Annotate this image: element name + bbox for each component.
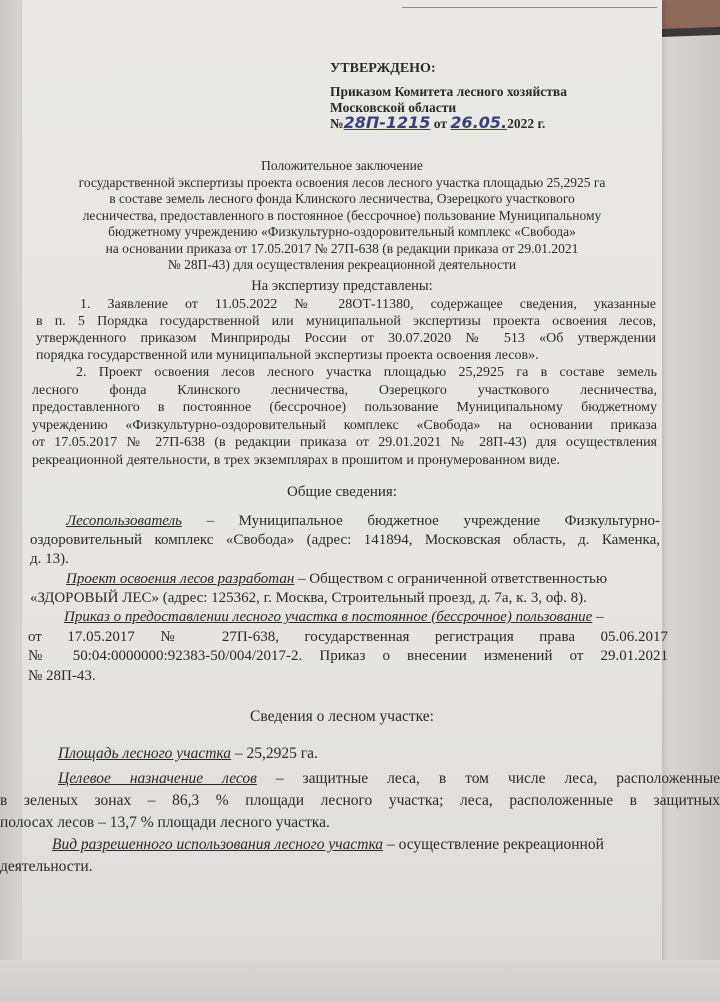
general-order: Приказ о предоставлении лесного участка в постоянное (бессрочное) пользование – от 17.05.2017 № 27П-638, государственная регистрация права 05.06.2017 № 50:04:0000000:92383-50/004/2017-2. Приказ о внесении изменений от 29.01.2021 № 28П-43.: [28, 609, 668, 684]
general-developer: Проект освоения лесов разработан – Обществом с ограниченной ответственностью «ЗДОРОВЫЙ ЛЕС» (адрес: 125362, г. Москва, Строительный проезд, д. 7а, к. 3, оф. 8).: [30, 571, 608, 606]
title-line: лесничества, предоставленного в постоянное (бессрочное) пользование Муниципальному: [82, 207, 602, 223]
number-sign: №: [330, 116, 344, 131]
title-line: государственной экспертизы проекта освоения лесов лесного участка площадью 25,2925 га: [78, 174, 606, 190]
approval-heading: УТВЕРЖДЕНО:: [330, 61, 436, 76]
submitted-item-1: 1. Заявление от 11.05.2022 № 28ОТ-11380, содержащее сведения, указанные в п. 5 Порядка государственной или муниципальной экспертизы проекта освоения лесов, утвержденного приказом Минприроды России от 30.07.2020 № 513 «Об утверждении порядка государственной или муниципальной экспертизы проекта освоения лесов».: [36, 297, 656, 363]
page-bottom-shadow: [0, 960, 720, 1002]
title-line: бюджетному учреждению «Физкультурно-оздоровительный комплекс «Свобода»: [108, 224, 576, 239]
title-line: в составе земель лесного фонда Клинского лесничества, Озерецкого участкового: [109, 191, 575, 206]
submitted-heading: На экспертизу представлены:: [251, 278, 433, 294]
plot-use: Вид разрешенного использования лесного участка – осуществление рекреационной деятельности.: [0, 836, 604, 875]
handwritten-date: 26.05.: [450, 113, 508, 132]
general-heading: Общие сведения:: [287, 484, 397, 500]
year: 2022 г.: [507, 116, 546, 131]
title-line: на основании приказа от 17.05.2017 № 27П-638 (в редакции приказа от 29.01.2021: [105, 240, 579, 256]
plot-heading: Сведения о лесном участке:: [250, 708, 434, 725]
desk-surface: [660, 0, 720, 30]
plot-purpose: Целевое назначение лесов – защитные леса, в том числе леса, расположенные в зеленых зонах – 86,3 % площади лесного участка; леса, расположенные в защитных полосах лесов – 13,7 % площади лесного участка.: [0, 770, 720, 831]
document-title: [22, 158, 662, 274]
title-line: Положительное заключение: [261, 158, 423, 173]
general-user: Лесопользователь – Муниципальное бюджетное учреждение Физкультурно- оздоровительный комплекс «Свобода» (адрес: 141894, Московская область, д. Каменка, д. 13).: [30, 513, 660, 567]
header-rule: [402, 7, 657, 8]
approval-line1: Приказом Комитета лесного хозяйства: [330, 84, 567, 99]
approval-order-line: [330, 114, 545, 133]
plot-area: Площадь лесного участка – 25,2925 га.: [58, 745, 318, 762]
title-line: № 28П-43) для осуществления рекреационной деятельности: [167, 257, 517, 272]
date-prefix: от: [433, 116, 447, 131]
handwritten-order-number: 28П-1215: [343, 113, 431, 132]
approval-line2: Московской области: [330, 100, 457, 115]
submitted-item-2: 2. Проект освоения лесов лесного участка площадью 25,2925 га в составе земель лесного фонда Клинского лесничества, Озерецкого участкового лесничества, предоставленного в постоянное (бессрочное) пользование Муниципальному бюджетному учреждению «Физкультурно-оздоровительный комплекс «Свобода» на основании приказа от 17.05.2017 № 27П-638 (в редакции приказа от 29.01.2021 № 28П-43) для осуществления рекреационной деятельности, в трех экземплярах в прошитом и пронумерованном виде.: [32, 365, 657, 468]
